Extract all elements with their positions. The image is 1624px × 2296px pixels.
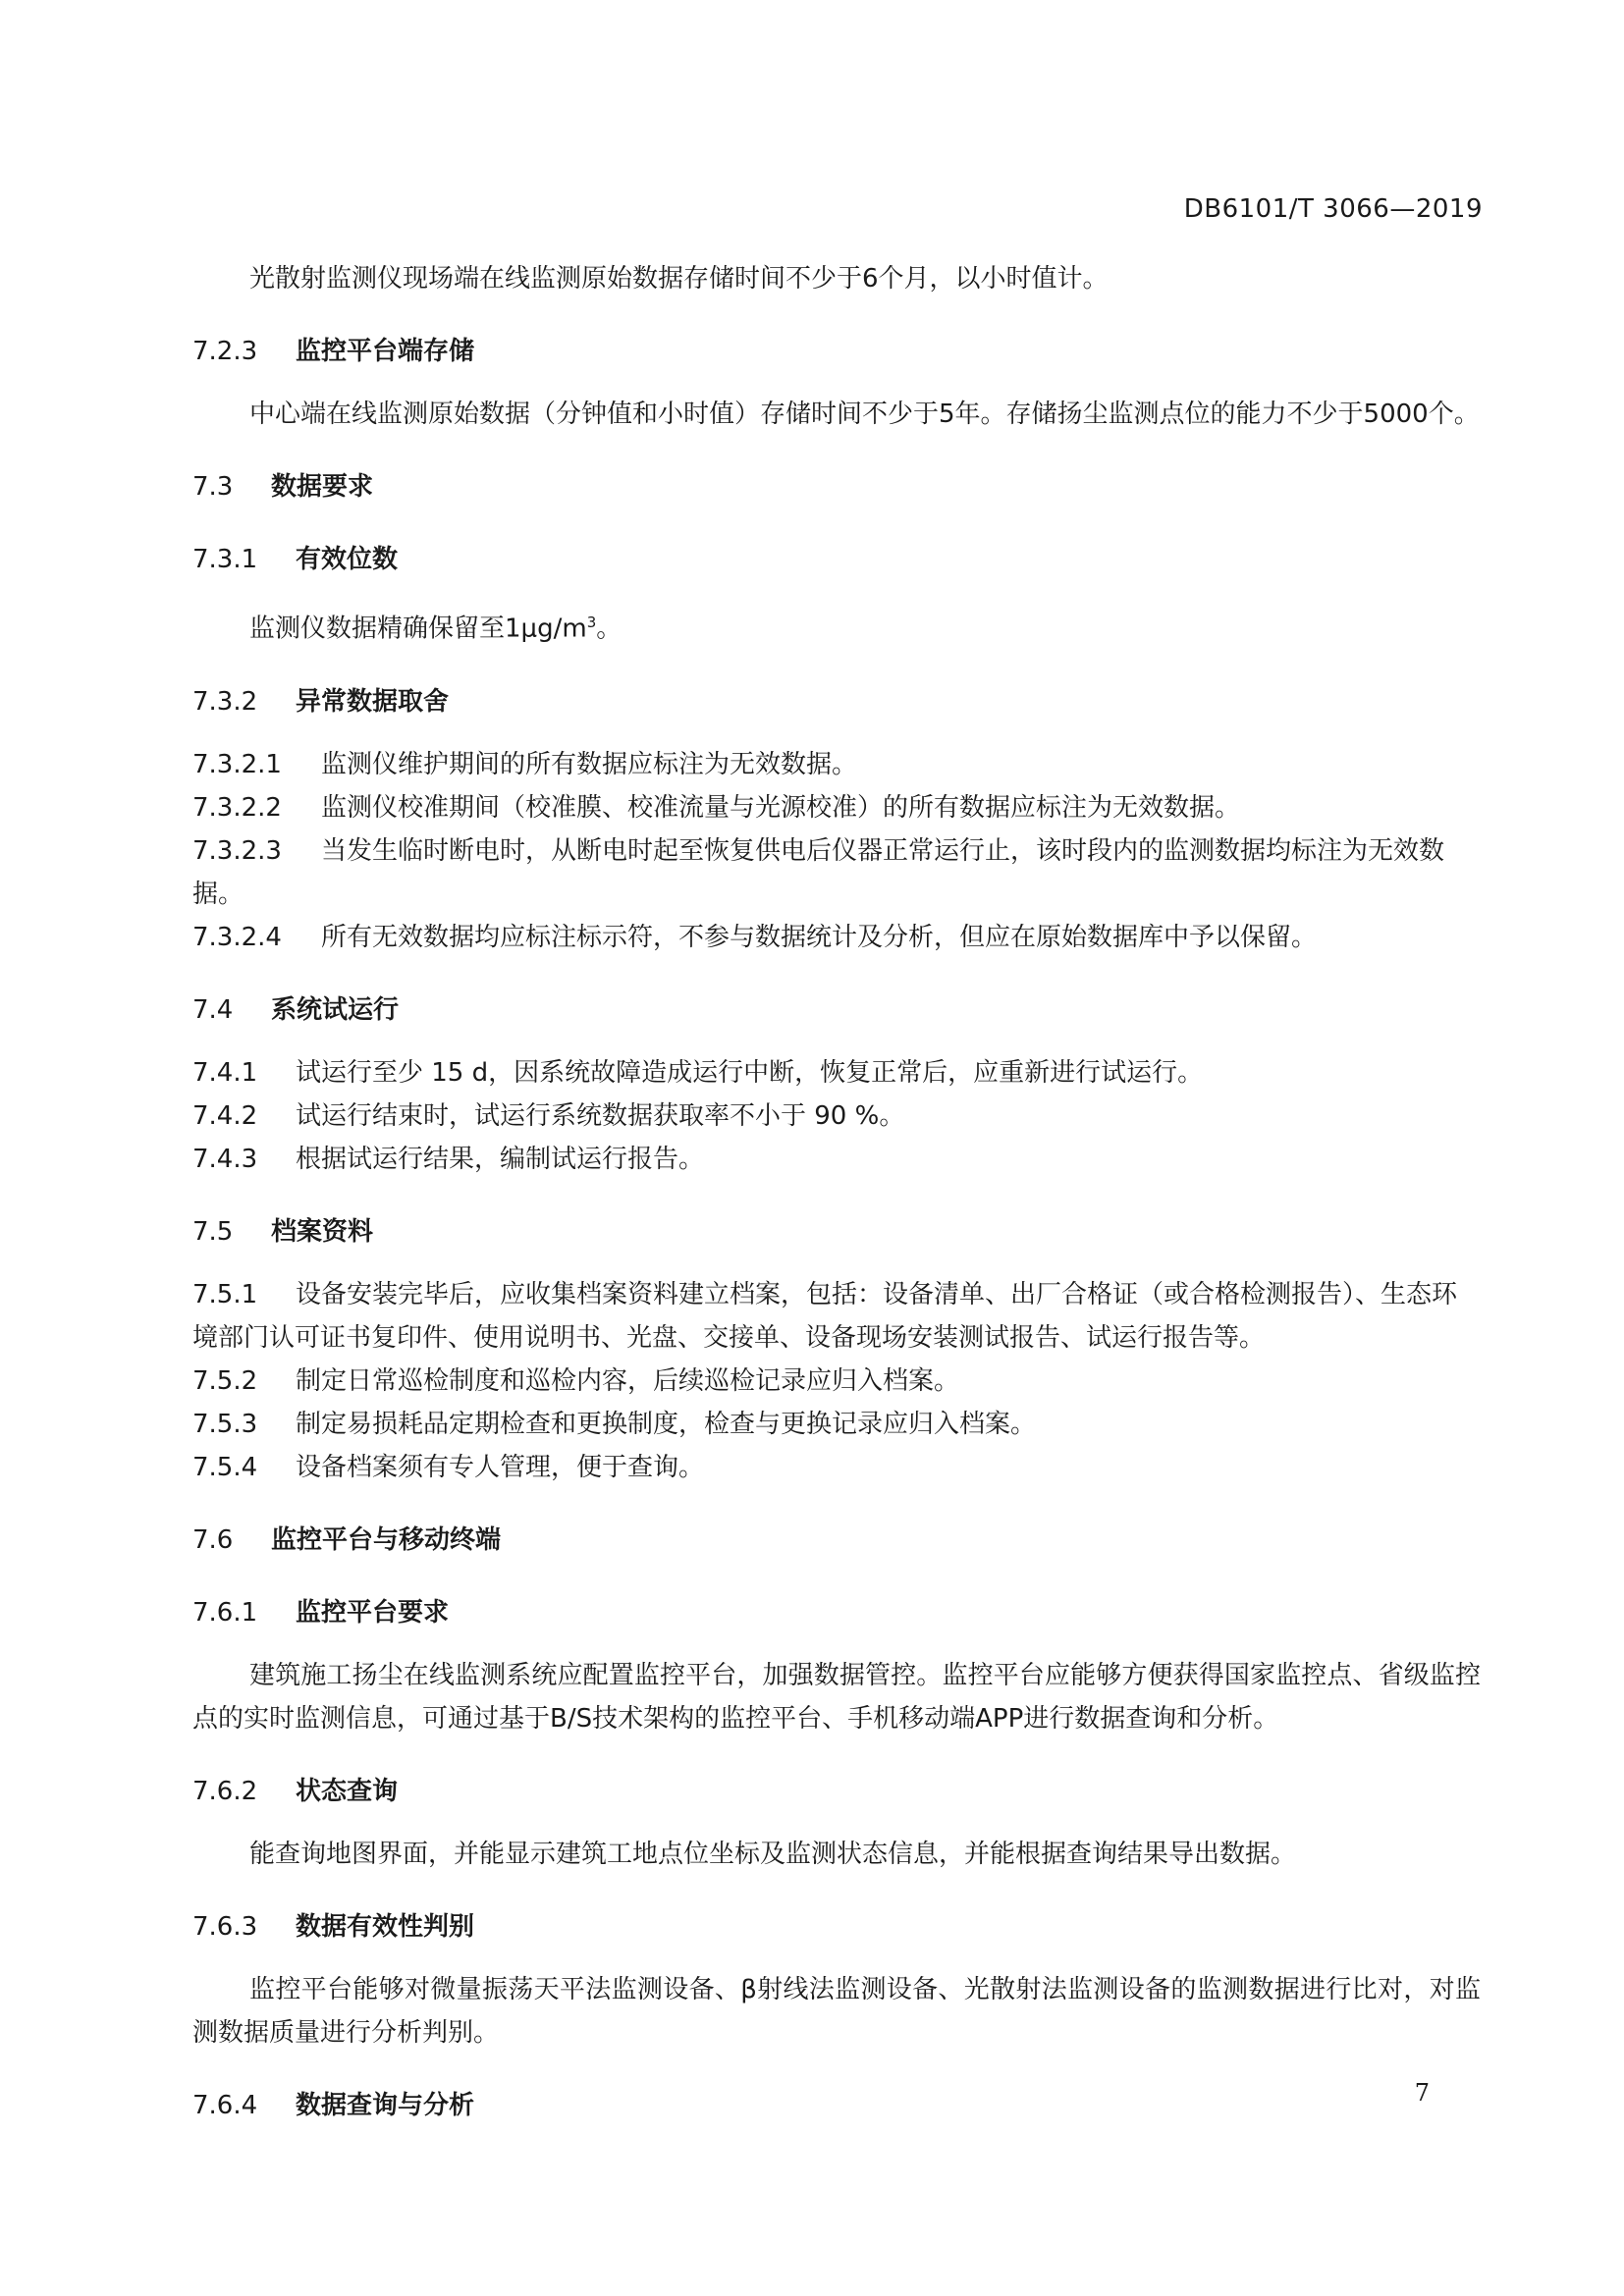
unit-superscript: 3: [586, 614, 597, 631]
item-number: 7.4.1: [192, 1057, 258, 1088]
section-number: 7.4: [192, 994, 234, 1025]
paragraph-7-3-1: [192, 601, 1481, 651]
item-number: 7.5.1: [192, 1279, 258, 1309]
item-7-3-2-3: [192, 829, 1481, 916]
section-title: 数据查询与分析: [296, 2090, 475, 2120]
item-text: 制定日常巡检制度和巡检内容，后续巡检记录应归入档案。: [296, 1365, 960, 1396]
section-title: 有效位数: [296, 545, 399, 574]
section-title: 监控平台与移动终端: [271, 1524, 502, 1555]
precision-text-end: 。: [596, 614, 623, 644]
paragraph-7-6-1: 建筑施工扬尘在线监测系统应配置监控平台，加强数据管控。监控平台应能够方便获得国家监控点、省级监控点的实时监测信息，可通过基于B/S技术架构的监控平台、手机移动端APP进行数据查询和分析。: [192, 1660, 1481, 1734]
heading-7-5: [192, 1210, 1481, 1254]
section-title: 监控平台要求: [296, 1597, 450, 1628]
item-number: 7.4.3: [192, 1144, 258, 1174]
section-title: 档案资料: [271, 1216, 374, 1247]
item-7-5-3: [192, 1403, 1481, 1446]
item-number: 7.3.2.2: [192, 792, 282, 823]
heading-7-2-3: [192, 330, 1481, 373]
heading-7-6: [192, 1519, 1481, 1562]
section-title: 监控平台端存储: [296, 337, 475, 366]
item-number: 7.5.2: [192, 1365, 258, 1396]
item-text: 当发生临时断电时，从断电时起至恢复供电后仪器正常运行止，该时段内的监测数据均标注为无效数据。: [192, 835, 1445, 909]
item-text: 设备档案须有专人管理，便于查询。: [296, 1452, 705, 1482]
paragraph-7-6-2: 能查询地图界面，并能显示建筑工地点位坐标及监测状态信息，并能根据查询结果导出数据。: [249, 1839, 1297, 1869]
precision-text: 监测仪数据精确保留至1μg/m: [249, 614, 587, 644]
section-number: 7.6.2: [192, 1776, 258, 1806]
section-number: 7.6.1: [192, 1597, 258, 1628]
item-7-3-2-4: [192, 916, 1481, 959]
heading-7-3-2: [192, 680, 1481, 723]
section-number: 7.6: [192, 1524, 234, 1555]
paragraph-7-6-3: 监控平台能够对微量振荡天平法监测设备、β射线法监测设备、光散射法监测设备的监测数据进行比对，对监测数据质量进行分析判别。: [192, 1974, 1481, 2048]
item-7-4-2: [192, 1095, 1481, 1138]
item-text: 试运行结束时，试运行系统数据获取率不小于 90 %。: [296, 1100, 905, 1131]
paragraph-optical-storage: 光散射监测仪现场端在线监测原始数据存储时间不少于6个月，以小时值计。: [249, 264, 1109, 294]
section-number: 7.2.3: [192, 337, 258, 366]
item-number: 7.5.3: [192, 1409, 258, 1439]
section-number: 7.3: [192, 472, 234, 502]
section-title: 数据要求: [271, 472, 374, 502]
section-number: 7.6.3: [192, 1911, 258, 1942]
section-title: 系统试运行: [271, 994, 400, 1025]
item-text: 制定易损耗品定期检查和更换制度，检查与更换记录应归入档案。: [296, 1409, 1037, 1439]
heading-7-4: [192, 988, 1481, 1032]
page-number: 7: [1414, 2079, 1430, 2107]
item-text: 根据试运行结果，编制试运行报告。: [296, 1144, 705, 1174]
item-text: 所有无效数据均应标注标示符，不参与数据统计及分析，但应在原始数据库中予以保留。: [321, 922, 1318, 952]
item-7-5-4: [192, 1446, 1481, 1489]
section-number: 7.3.2: [192, 686, 258, 717]
heading-7-3-1: [192, 538, 1481, 581]
item-7-3-2-2: [192, 786, 1481, 829]
section-number: 7.3.1: [192, 545, 258, 574]
section-title: 异常数据取舍: [296, 686, 450, 717]
item-text: 监测仪校准期间（校准膜、校准流量与光源校准）的所有数据应标注为无效数据。: [321, 792, 1241, 823]
section-title: 数据有效性判别: [296, 1911, 475, 1942]
item-text: 监测仪维护期间的所有数据应标注为无效数据。: [321, 749, 858, 779]
section-title: 状态查询: [296, 1776, 399, 1806]
section-number: 7.5: [192, 1216, 234, 1247]
item-number: 7.3.2.3: [192, 835, 282, 866]
paragraph-7-2-3: 中心端在线监测原始数据（分钟值和小时值）存储时间不少于5年。存储扬尘监测点位的能力不少于5000个。: [249, 400, 1480, 429]
item-text: 试运行至少 15 d，因系统故障造成运行中断，恢复正常后，应重新进行试运行。: [296, 1057, 1204, 1088]
item-7-5-2: [192, 1360, 1481, 1403]
heading-7-6-2: [192, 1770, 1481, 1813]
heading-7-6-4: [192, 2084, 1481, 2127]
heading-7-6-1: [192, 1591, 1481, 1634]
section-number: 7.6.4: [192, 2090, 258, 2120]
item-number: 7.3.2.4: [192, 922, 282, 952]
document-code: DB6101/T 3066—2019: [1183, 194, 1483, 224]
item-text: 设备安装完毕后，应收集档案资料建立档案，包括：设备清单、出厂合格证（或合格检测报告）、生态环境部门认可证书复印件、使用说明书、光盘、交接单、设备现场安装测试报告、试运行报告等。: [192, 1279, 1458, 1353]
item-number: 7.4.2: [192, 1100, 258, 1131]
item-7-4-1: [192, 1051, 1481, 1095]
item-number: 7.3.2.1: [192, 749, 282, 779]
item-7-3-2-1: [192, 743, 1481, 786]
heading-7-3: [192, 465, 1481, 508]
heading-7-6-3: [192, 1905, 1481, 1949]
item-7-4-3: [192, 1138, 1481, 1181]
item-7-5-1: [192, 1273, 1481, 1360]
item-number: 7.5.4: [192, 1452, 258, 1482]
document-body: [192, 257, 1481, 2147]
